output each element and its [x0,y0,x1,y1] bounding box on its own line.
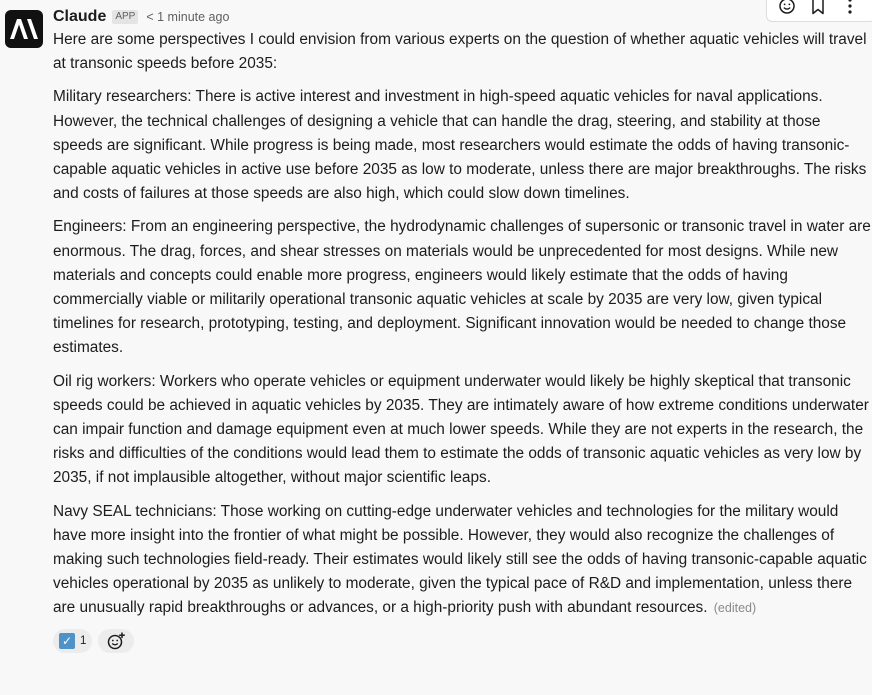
more-vertical-icon [847,0,853,15]
message-paragraph: Engineers: From an engineering perspective, the hydrodynamic challenges of supersonic or transonic travel in water are enormous. The drag, forces, and shear stresses on materials would be unprecedented for most designs. While new materials and concepts could enable more progress, engineers would likely estimate that the odds of having commercially viable or militarily operational transonic aquatic vehicles at scale by 2035 are very low, given typical timelines for research, prototyping, testing, and deployment. Significant innovation would be needed to change those estimates. [53,218,871,357]
reactions-bar [53,629,872,653]
timestamp[interactable]: < 1 minute ago [146,10,230,24]
message-paragraph-last [53,500,872,621]
app-badge: APP [112,10,138,24]
more-actions-button[interactable] [838,0,862,18]
message-paragraph: Oil rig workers: Workers who operate vehicles or equipment underwater would likely be highly skeptical that transonic speeds could be achieved in aquatic vehicles by 2035. They are intimately aware of how extreme conditions underwater can impair function and damage equipment even at much lower speeds. While they are not experts in the research, the risks and difficulties of the conditions would lead them to estimate the odds of transonic aquatic vehicles as very low by 2035, if not implausible altogether, without major scientific leaps. [53,372,869,487]
avatar[interactable] [5,10,43,48]
emoji-icon [778,0,796,15]
message-paragraph: Here are some perspectives I could envision from various experts on the question of whether aquatic vehicles will travel at transonic speeds before 2035: [53,31,867,73]
bookmark-button[interactable] [806,0,830,18]
edited-label: (edited) [713,601,757,616]
sender-name[interactable]: Claude [53,8,107,25]
white-check-mark-icon: ✓ [59,633,75,649]
message-header [53,6,872,28]
add-reaction-icon [106,631,126,651]
message-actions-toolbar [766,0,872,22]
bookmark-icon [811,0,825,15]
emoji-button[interactable] [775,0,799,18]
message-content [53,6,872,653]
add-reaction-button[interactable] [98,629,134,653]
reaction-check[interactable] [53,629,92,653]
message-paragraph-text: Navy SEAL technicians: Those working on cutting-edge underwater vehicles and technologies for the military would have more insight into the frontier of what might be possible. However, they would also recognize the challenges of making such technologies field-ready. Their estimates would likely still see the odds of having transonic-capable aquatic vehicles operational by 2035 as unlikely to moderate, given the typical pace of R&D and implementation, unless there are unusually rapid breakthroughs or advances, or a high-priority push with abundant resources. [53,502,867,617]
message-paragraph: Military researchers: There is active interest and investment in high-speed aquatic vehicles for naval applications. However, the technical challenges of designing a vehicle that can handle the drag, steering, and stability at those speeds are significant. While progress is being made, most researchers would estimate the odds of having transonic-capable aquatic vehicles in active use before 2035 as low to moderate, unless there are major breakthroughs. The risks and costs of failures at those speeds are also high, which could slow down timelines. [53,88,867,203]
anthropic-logo-icon [9,18,39,40]
reaction-count: 1 [80,634,87,647]
